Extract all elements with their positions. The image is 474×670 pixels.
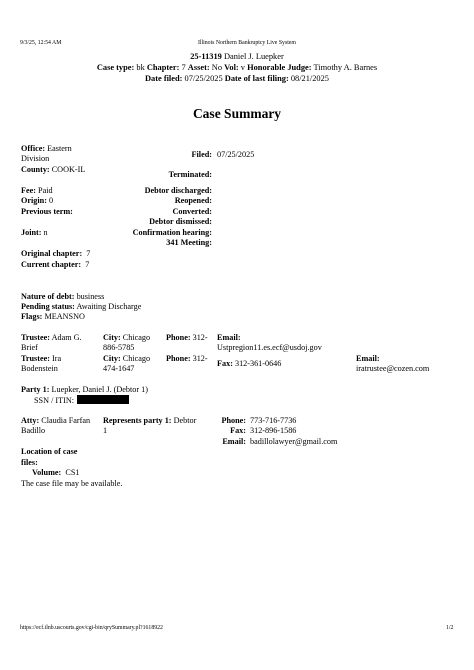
county-label: County: bbox=[21, 164, 50, 174]
trustee2-name: Ira bbox=[52, 353, 62, 363]
asset-value: No bbox=[211, 63, 223, 72]
original-chapter-value: 7 bbox=[86, 249, 91, 258]
trustee2-phone-value: 312- bbox=[192, 353, 208, 363]
date-filed-value: 07/25/2025 bbox=[184, 73, 223, 83]
trustee2-fax-value: 312-361-0646 bbox=[234, 359, 282, 368]
party-label: Party 1: bbox=[21, 384, 50, 394]
trustee2-name-2: Bodenstein bbox=[21, 363, 58, 373]
filed-value: 07/25/2025 bbox=[217, 149, 255, 159]
chapter-label: Chapter: bbox=[146, 63, 180, 72]
trustee1-city-line bbox=[103, 333, 150, 343]
case-header-line2 bbox=[0, 63, 474, 74]
flags-label: Flags: bbox=[21, 312, 43, 321]
availability-text: The case file may be available. bbox=[21, 478, 123, 488]
represents-value: Debtor bbox=[173, 415, 197, 425]
office-value-2: Division bbox=[21, 154, 50, 163]
volume-label: Volume: bbox=[32, 468, 62, 477]
current-chapter-value: 7 bbox=[85, 259, 90, 269]
atty-fax-label: Fax: bbox=[230, 426, 246, 435]
print-datetime: 9/3/25, 12:54 AM bbox=[20, 40, 62, 46]
trustee2-phone-label: Phone: bbox=[166, 353, 191, 363]
trustee1-name-2: Brief bbox=[21, 343, 38, 352]
atty-email-value: badillolawyer@gmail.com bbox=[250, 436, 338, 446]
trustee2-fax-label: Fax: bbox=[217, 359, 233, 368]
case-header-line1 bbox=[0, 52, 474, 63]
county-value: COOK-IL bbox=[51, 164, 86, 174]
trustee1-city-extra: 886-5785 bbox=[103, 343, 135, 352]
footer-url: https://ecf.ilnb.uscourts.gov/cgi-bin/qrySummary.pl?1618922 bbox=[20, 625, 163, 631]
pending-line bbox=[21, 302, 141, 312]
current-chapter-line bbox=[21, 260, 89, 270]
debtor-discharged-label: Debtor discharged: bbox=[144, 185, 212, 195]
nature-label: Nature of debt: bbox=[21, 291, 75, 301]
converted-label: Converted: bbox=[172, 206, 212, 216]
atty-phone-value: 773-716-7736 bbox=[250, 415, 297, 425]
volume-line bbox=[32, 468, 79, 478]
fee-label: Fee: bbox=[21, 185, 36, 195]
trustee1-city-label: City: bbox=[103, 333, 121, 342]
trustee1-email-label: Email: bbox=[217, 333, 241, 342]
nature-line bbox=[21, 292, 104, 302]
trustee2-city-line bbox=[103, 354, 150, 364]
original-chapter-label: Original chapter: bbox=[21, 249, 83, 258]
represents-line bbox=[103, 416, 196, 426]
atty-fax-value: 312-896-1586 bbox=[250, 426, 297, 435]
case-number: 25-11319 bbox=[190, 52, 222, 61]
nature-value: business bbox=[76, 291, 105, 301]
vol-value: v bbox=[240, 63, 245, 72]
terminated-label: Terminated: bbox=[168, 170, 212, 179]
trustee2-fax-line bbox=[217, 359, 281, 369]
pending-value: Awaiting Discharge bbox=[76, 301, 142, 311]
flags-line bbox=[21, 312, 85, 322]
trustee2-label: Trustee: bbox=[21, 353, 50, 363]
office-label: Office: bbox=[21, 144, 46, 153]
date-filed-label: Date filed: bbox=[144, 73, 183, 83]
footer-page-number: 1/2 bbox=[446, 625, 454, 631]
trustee2-phone-line bbox=[166, 354, 208, 364]
trustee2-city-label: City: bbox=[103, 353, 121, 363]
judge-label: Honorable Judge: bbox=[247, 63, 312, 72]
atty-name-2: Badillo bbox=[21, 426, 46, 435]
party-line bbox=[21, 385, 148, 395]
ssn-label: SSN / ITIN: bbox=[34, 396, 75, 405]
origin-label: Origin: bbox=[21, 196, 47, 205]
print-site-title: Illinois Northern Bankruptcy Live System bbox=[198, 40, 296, 46]
last-filing-value: 08/21/2025 bbox=[290, 73, 329, 83]
trustee1-email-value: Ustpregion11.es.ecf@usdoj.gov bbox=[217, 343, 322, 352]
represents-value-2: 1 bbox=[103, 426, 108, 435]
flags-value: MEANSNO bbox=[44, 312, 85, 321]
office-value: Eastern bbox=[47, 144, 72, 153]
previous-term-label: Previous term: bbox=[21, 206, 73, 216]
fee-line bbox=[21, 186, 53, 196]
trustee1-phone-value: 312- bbox=[192, 333, 208, 342]
meeting-341-label: 341 Meeting: bbox=[166, 238, 212, 247]
last-filing-label: Date of last filing: bbox=[224, 73, 289, 83]
location-label-2: files: bbox=[21, 457, 38, 467]
location-label-1: Location of case bbox=[21, 447, 78, 456]
ssn-line bbox=[34, 395, 129, 406]
filed-label: Filed: bbox=[191, 149, 212, 159]
trustee2-email-label: Email: bbox=[356, 353, 380, 363]
origin-line bbox=[21, 196, 53, 206]
reopened-label: Reopened: bbox=[174, 196, 212, 205]
county-line bbox=[21, 165, 85, 175]
atty-label: Atty: bbox=[21, 415, 40, 425]
trustee1-line1 bbox=[21, 333, 82, 343]
asset-label: Asset: bbox=[187, 63, 210, 72]
fee-value: Paid bbox=[38, 185, 53, 195]
case-type-value: bk bbox=[136, 63, 145, 72]
trustee1-phone-label: Phone: bbox=[166, 333, 191, 342]
judge-value: Timothy A. Barnes bbox=[313, 63, 378, 72]
vol-label: Vol: bbox=[224, 63, 239, 72]
pending-label: Pending status: bbox=[21, 301, 75, 311]
ssn-redaction bbox=[77, 395, 129, 404]
case-type-label: Case type: bbox=[96, 63, 135, 72]
debtor-name: Daniel J. Luepker bbox=[223, 52, 284, 61]
office-line-1 bbox=[21, 144, 72, 154]
trustee2-city-extra: 474-1647 bbox=[103, 363, 135, 373]
case-header-line3 bbox=[0, 74, 474, 85]
page-title: Case Summary bbox=[192, 106, 282, 121]
party-value: Luepker, Daniel J. (Debtor 1) bbox=[51, 384, 148, 394]
trustee2-line1 bbox=[21, 354, 61, 364]
debtor-dismissed-label: Debtor dismissed: bbox=[149, 217, 212, 226]
volume-value: CS1 bbox=[65, 468, 80, 477]
confirmation-hearing-label: Confirmation hearing: bbox=[132, 227, 212, 237]
atty-line1 bbox=[21, 416, 90, 426]
joint-value: n bbox=[43, 227, 48, 237]
origin-value: 0 bbox=[48, 196, 54, 205]
trustee1-city-value: Chicago bbox=[122, 333, 151, 342]
joint-label: Joint: bbox=[21, 227, 42, 237]
atty-phone-label: Phone: bbox=[221, 415, 246, 425]
joint-line bbox=[21, 228, 48, 238]
trustee2-email-value: iratrustee@cozen.com bbox=[356, 363, 430, 373]
trustee2-city-value: Chicago bbox=[122, 353, 151, 363]
represents-label: Represents party 1: bbox=[103, 415, 172, 425]
chapter-value: 7 bbox=[181, 63, 186, 72]
original-chapter-line bbox=[21, 249, 90, 259]
current-chapter-label: Current chapter: bbox=[21, 259, 82, 269]
trustee1-phone-line bbox=[166, 333, 208, 343]
trustee1-name: Adam G. bbox=[51, 333, 82, 342]
atty-email-label: Email: bbox=[222, 436, 246, 446]
atty-name: Claudia Farfan bbox=[41, 415, 91, 425]
trustee1-label: Trustee: bbox=[21, 333, 50, 342]
